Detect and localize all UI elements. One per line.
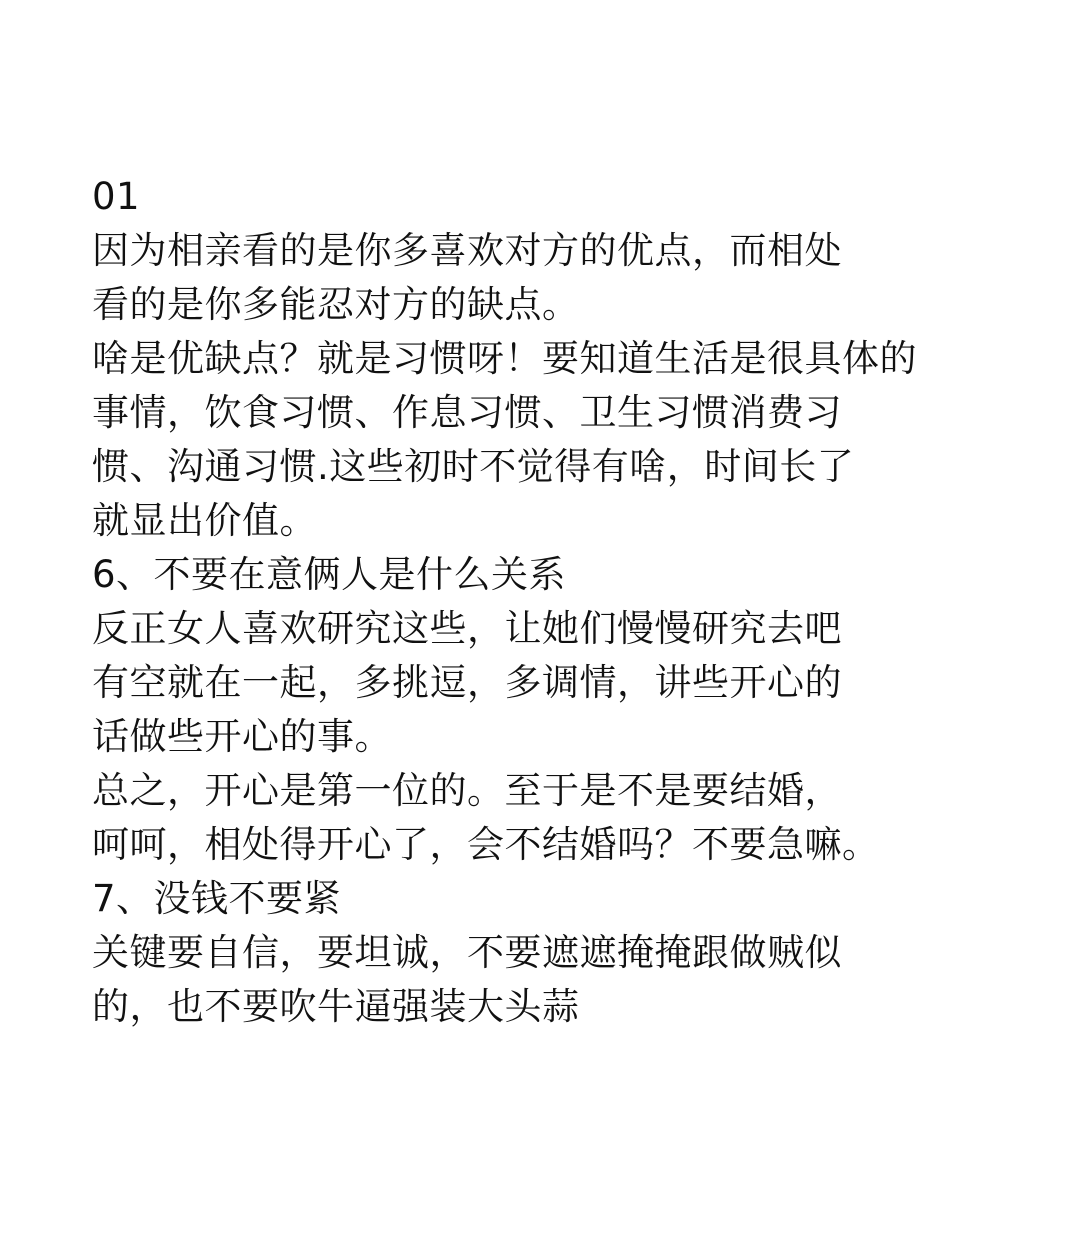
article-text bbox=[92, 170, 1052, 1034]
text-line: 因为相亲看的是你多喜欢对方的优点，而相处 bbox=[92, 229, 842, 272]
section-heading: 6、不要在意俩人是什么关系 bbox=[92, 553, 567, 596]
text-line: 惯、沟通习惯.这些初时不觉得有啥，时间长了 bbox=[92, 445, 855, 488]
text-line: 呵呵，相处得开心了，会不结婚吗？不要急嘛。 bbox=[92, 823, 880, 866]
text-line: 事情，饮食习惯、作息习惯、卫生习惯消费习 bbox=[92, 391, 842, 434]
text-line: 话做些开心的事。 bbox=[92, 715, 392, 758]
text-line: 啥是优缺点？就是习惯呀！要知道生活是很具体的 bbox=[92, 337, 917, 380]
text-line: 就显出价值。 bbox=[92, 499, 317, 542]
section-number: 01 bbox=[92, 175, 141, 218]
text-line: 关键要自信，要坦诚，不要遮遮掩掩跟做贼似 bbox=[92, 931, 842, 974]
text-line: 有空就在一起，多挑逗，多调情，讲些开心的 bbox=[92, 661, 842, 704]
text-line: 反正女人喜欢研究这些，让她们慢慢研究去吧 bbox=[92, 607, 842, 650]
section-heading: 7、没钱不要紧 bbox=[92, 877, 342, 920]
text-line: 总之，开心是第一位的。至于是不是要结婚， bbox=[92, 769, 842, 812]
text-line: 看的是你多能忍对方的缺点。 bbox=[92, 283, 580, 326]
text-line: 的，也不要吹牛逼强装大头蒜 bbox=[92, 985, 580, 1028]
